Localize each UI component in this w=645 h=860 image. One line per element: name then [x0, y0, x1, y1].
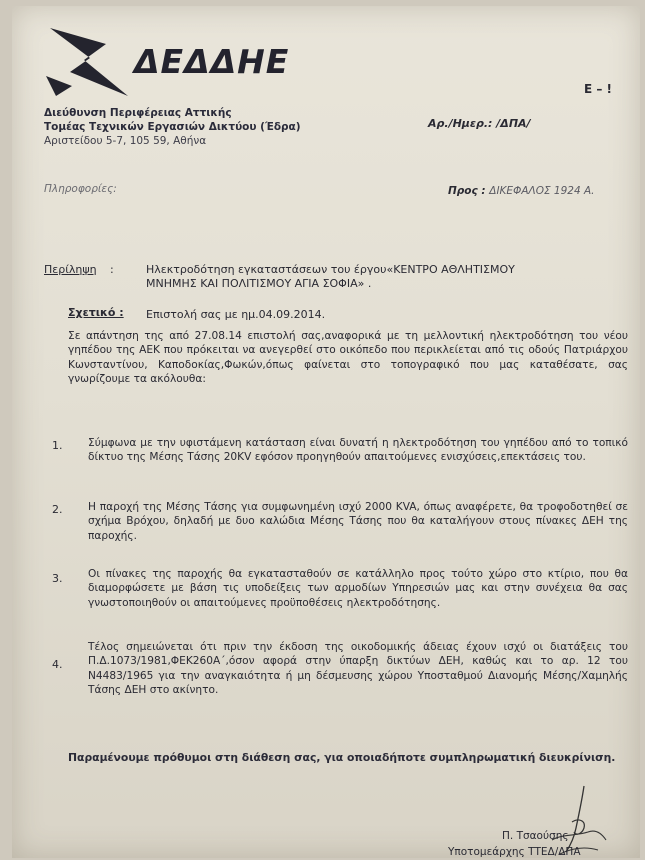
item-number: 3.: [52, 572, 63, 585]
subject-line-2: ΜΝΗΜΗΣ ΚΑΙ ΠΟΛΙΤΙΣΜΟΥ ΑΓΙΑ ΣΟΦΙΑ» .: [146, 277, 372, 290]
item-number: 1.: [52, 439, 63, 452]
logo-text: ΔΕΔΔΗΕ: [134, 42, 290, 81]
list-item: Οι πίνακες της παροχής θα εγκατασταθούν σε κατάλληλο προς τούτο χώρο στο κτίριο, που θα διαμορφώσετε με βάση τις υποδείξεις των αρμοδίων Υπηρεσιών μας και στην συνέχεια θα σας γνωστοποιηθούν οι απαιτούμενες προϋποθέσεις ηλεκτροδότησης.: [88, 568, 628, 609]
info-label: Πληροφορίες:: [44, 183, 117, 195]
org-line-1: Διεύθυνση Περιφέρειας Αττικής: [44, 107, 232, 119]
address: Αριστείδου 5-7, 105 59, Αθήνα: [44, 135, 207, 147]
recipient-value: ΔΙΚΕΦΑΛΟΣ 1924 Α.: [489, 185, 595, 197]
closing-paragraph: Παραμένουμε πρόθυμοι στη διάθεση σας, για οποιαδήποτε συμπληρωματική διευκρίνιση.: [68, 751, 616, 764]
item-number: 2.: [52, 503, 63, 516]
list-item: Τέλος σημειώνεται ότι πριν την έκδοση της οικοδομικής άδειας έχουν ισχύ οι διατάξεις του Π.Δ.1073/1981,ΦΕΚ260Α΄,όσον αφορά στην ύπαρξη δικτύων ΔΕΗ, καθώς και το αρ. 12 του Ν4483/1965 για την αναγκαιότητα ή μη δέσμευσης χώρου Υποσταθμού Διανομής Μέσης/Χαμηλής Τάσης ΔΕΗ στο ακίνητο.: [88, 641, 628, 697]
intro-paragraph: Σε απάντηση της από 27.08.14 επιστολή σας,αναφορικά με τη μελλοντική ηλεκτροδότηση του νέου γηπέδου της ΑΕΚ που πρόκειται να ανεγερθεί στο οικόπεδο που περικλείεται από τις οδούς Πατριάρχου Κωνσταντίνου, Καποδοκίας,Φωκών,όπως φαίνεται στο τοπογραφικό που μας καταθέσατε, σας γνωρίζουμε τα ακόλουθα:: [68, 330, 628, 386]
deddie-logo-icon: [42, 22, 134, 102]
recipient: [448, 185, 595, 197]
corner-code: Ε – !: [584, 82, 613, 96]
subject-label: Περίληψη: [44, 263, 97, 276]
org-line-2: Τομέας Τεχνικών Εργασιών Δικτύου (Έδρα): [44, 121, 301, 133]
organization-block: [44, 106, 301, 148]
list-item: Σύμφωνα με την υφιστάμενη κατάσταση είναι δυνατή η ηλεκτροδότηση του γηπέδου από το τοπικό δίκτυο της Μέσης Τάσης 20KV εφόσον προηγηθούν απαιτούμενες ενισχύσεις,επεκτάσεις του.: [88, 437, 628, 464]
subject-colon: :: [110, 263, 114, 276]
subject-line-1: Ηλεκτροδότηση εγκαταστάσεων του έργου«ΚΕΝΤΡΟ ΑΘΛΗΤΙΣΜΟΥ: [146, 263, 515, 276]
item-number: 4.: [52, 658, 63, 671]
relevant-text: Επιστολή σας με ημ.04.09.2014.: [146, 308, 326, 321]
relevant-label: Σχετικό :: [68, 306, 124, 319]
recipient-label: Προς :: [448, 185, 486, 197]
signatory-title: Υποτομεάρχης ΤΤΕΔ/ΔΠΑ: [448, 846, 581, 858]
subject-text: [146, 263, 626, 291]
reference-number: Αρ./Ημερ.: /ΔΠΑ/: [428, 117, 531, 130]
signatory-name: Π. Τσαούσης: [502, 830, 569, 842]
letter-page: [12, 6, 640, 858]
list-item: Η παροχή της Μέσης Τάσης για συμφωνημένη ισχύ 2000 KVA, όπως αναφέρετε, θα τροφοδοτηθεί σε σχήμα Βρόχου, δηλαδή με δυο καλώδια Μέσης Τάσης που θα καταλήγουν στους πίνακες ΔΕΗ της παροχής.: [88, 501, 628, 542]
